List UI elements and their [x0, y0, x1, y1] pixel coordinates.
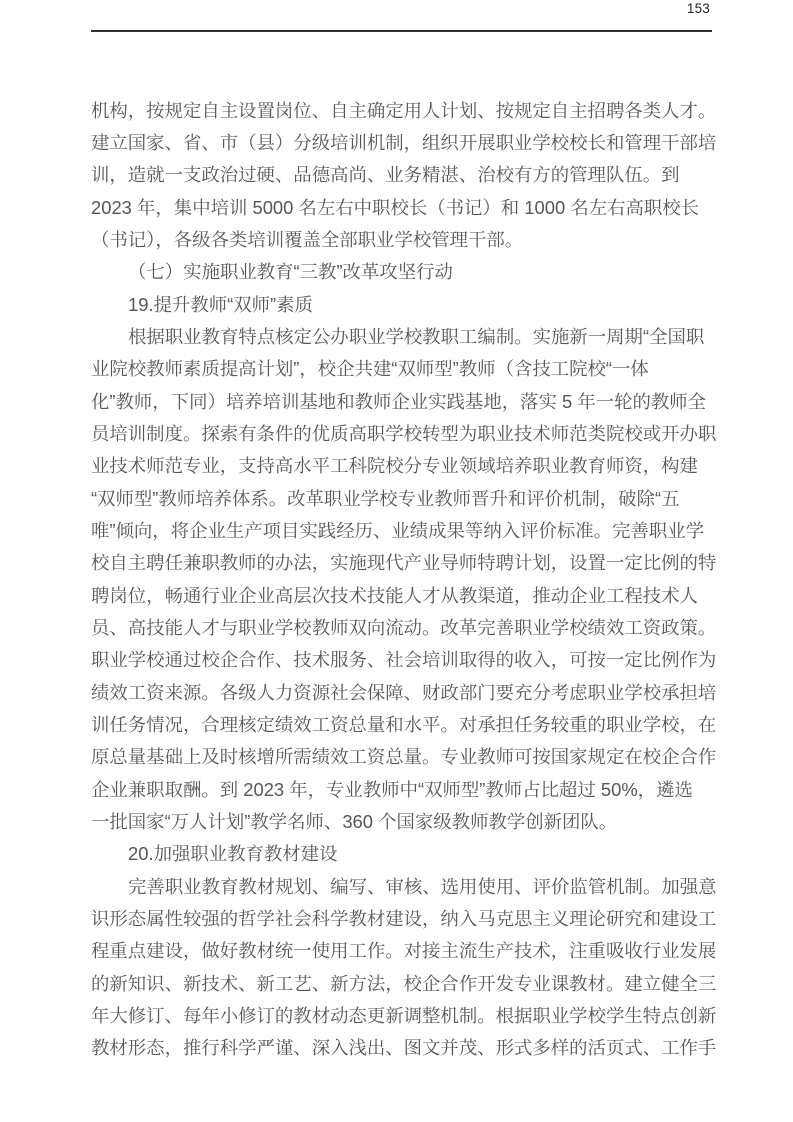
text-line-24: 20.加强职业教育教材建设 [128, 843, 338, 865]
text-line-29: 年大修订、每年小修订的教材动态更新调整机制。根据职业学校学生特点创新 [91, 1005, 717, 1027]
text-line-27: 程重点建设，做好教材统一使用工作。对接主流生产技术，注重吸收行业发展 [91, 940, 717, 962]
text-line-14: 唯”倾向，将企业生产项目实践经历、业绩成果等纳入评价标准。完善职业学 [91, 519, 705, 541]
text-line-8: 根据职业教育特点核定公办职业学校教职工编制。实施新一周期“全国职 [128, 325, 705, 347]
text-line-17: 员、高技能人才与职业学校教师双向流动。改革完善职业学校绩效工资政策。 [91, 617, 717, 638]
text-line-6: （七）实施职业教育“三教”改革攻坚行动 [128, 261, 453, 283]
text-line-22: 企业兼职取酬。到 2023 年，专业教师中“双师型”教师占比超过 50%，遴选 [91, 778, 693, 800]
text-line-20: 训任务情况，合理核定绩效工资总量和水平。对承担任务较重的职业学校，在 [91, 714, 717, 736]
text-line-28: 的新知识、新技术、新工艺、新方法，校企合作开发专业课教材。建立健全三 [91, 972, 717, 994]
header-rule-divider [91, 30, 712, 32]
text-line-2: 建立国家、省、市（县）分级培训机制，组织开展职业学校校长和管理干部培 [91, 131, 717, 153]
document-body-text [91, 95, 751, 1065]
text-line-7: 19.提升教师“双师”素质 [128, 293, 313, 315]
text-line-19: 绩效工资来源。各级人力资源社会保障、财政部门要充分考虑职业学校承担培 [91, 681, 717, 703]
text-line-25: 完善职业教育教材规划、编写、审核、选用使用、评价监管机制。加强意 [128, 875, 717, 897]
text-line-1: 机构，按规定自主设置岗位、自主确定用人计划、按规定自主招聘各类人才。 [91, 99, 717, 121]
text-line-4: 2023 年，集中培训 5000 名左右中职校长（书记）和 1000 名左右高职校长 [91, 196, 700, 218]
text-line-13: “双师型”教师培养体系。改革职业学校专业教师晋升和评价机制，破除“五 [91, 487, 680, 509]
text-line-10: 化”教师，下同）培养培训基地和教师企业实践基地，落实 5 年一轮的教师全 [91, 390, 707, 412]
text-line-21: 原总量基础上及时核增所需绩效工资总量。专业教师可按国家规定在校企合作 [91, 746, 717, 768]
text-line-26: 识形态属性较强的哲学社会科学教材建设，纳入马克思主义理论研究和建设工 [91, 908, 717, 930]
text-line-15: 校自主聘任兼职教师的办法，实施现代产业导师特聘计划，设置一定比例的特 [91, 552, 717, 574]
text-line-11: 员培训制度。探索有条件的优质高职学校转型为职业技术师范类院校或开办职 [91, 422, 717, 444]
text-line-5: （书记），各级各类培训覆盖全部职业学校管理干部。 [91, 228, 524, 250]
text-line-3: 训，造就一支政治过硬、品德高尚、业务精湛、治校有方的管理队伍。到 [91, 164, 680, 186]
page-number: 153 [686, 1, 710, 16]
text-line-9: 业院校教师素质提高计划”，校企共建“双师型”教师（含技工院校“一体 [91, 358, 649, 380]
text-line-12: 业技术师范专业，支持高水平工科院校分专业领域培养职业教育师资，构建 [91, 455, 698, 477]
text-line-23: 一批国家“万人计划”教学名师、360 个国家级教师教学创新团队。 [91, 811, 618, 833]
text-line-16: 聘岗位，畅通行业企业高层次技术技能人才从教渠道，推动企业工程技术人 [91, 584, 698, 606]
text-line-18: 职业学校通过校企合作、技术服务、社会培训取得的收入，可按一定比例作为 [91, 649, 717, 671]
text-line-30: 教材形态，推行科学严谨、深入浅出、图文并茂、形式多样的活页式、工作手 [91, 1037, 717, 1059]
